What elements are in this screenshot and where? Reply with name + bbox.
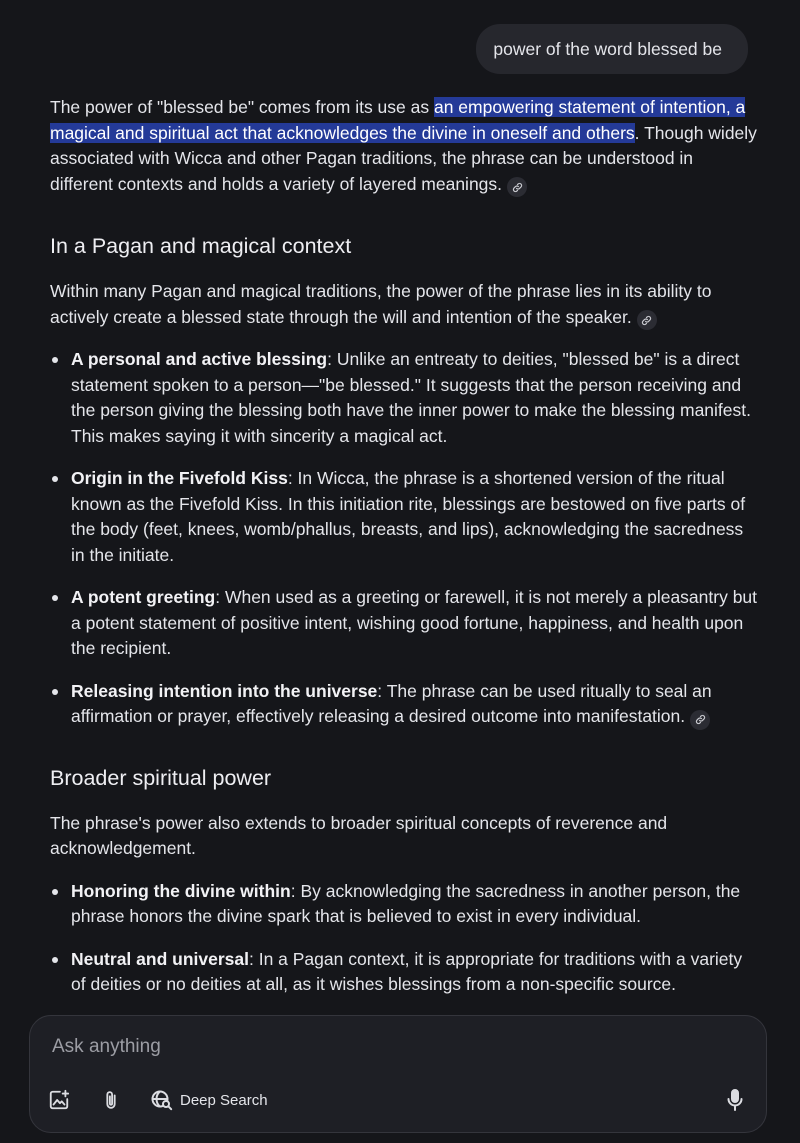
voice-input-button[interactable] bbox=[725, 1088, 745, 1112]
list-item bbox=[50, 679, 760, 730]
link-icon[interactable] bbox=[690, 710, 710, 730]
bullet-title: Honoring the divine within bbox=[71, 880, 291, 901]
bullet-title: Releasing intention into the universe bbox=[71, 680, 378, 701]
microphone-icon bbox=[725, 1088, 745, 1112]
image-add-icon bbox=[48, 1089, 70, 1111]
section2-heading: Broader spiritual power bbox=[50, 765, 272, 790]
bullet-title: Origin in the Fivefold Kiss bbox=[71, 468, 288, 488]
deep-search-button[interactable] bbox=[150, 1088, 268, 1112]
paperclip-icon bbox=[100, 1088, 122, 1112]
bullet-text: : In Wicca, the phrase is a shortened version of the ritual known as the Fivefold Kiss. In this initiation rite, blessings are bestowed on five parts of the body (feet, knees, womb/phallus, breasts, and lips), acknowledging the sacredness in the initiate. bbox=[71, 468, 746, 565]
bullet-title: A potent greeting bbox=[71, 587, 216, 607]
user-message-bubble bbox=[476, 24, 748, 74]
section1-list bbox=[50, 347, 760, 730]
composer bbox=[29, 1015, 767, 1133]
bullet-text: : Unlike an entreaty to deities, "blessed be" is a direct statement spoken to a person—"be blessed." It suggests that the person receiving and the person giving the blessing both have the inner power to make the blessing manifest. This makes saying it with sincerity a magical act. bbox=[71, 349, 751, 446]
intro-text-before: The power of "blessed be" comes from its use as bbox=[50, 97, 434, 117]
section1-heading: In a Pagan and magical context bbox=[50, 234, 352, 258]
list-item bbox=[50, 947, 760, 998]
bullet-text: : The phrase can be used ritually to seal an affirmation or prayer, effectively releasing a desired outcome into manifestation. bbox=[71, 680, 712, 726]
user-message-text: power of the word blessed be bbox=[493, 38, 722, 59]
section1-text-content: Within many Pagan and magical traditions, the power of the phrase lies in its ability to actively create a blessed state through the will and intention of the speaker. bbox=[50, 281, 712, 327]
ask-input[interactable] bbox=[50, 1035, 714, 1059]
bullet-title: Neutral and universal bbox=[71, 948, 249, 969]
intro-highlight: an empowering statement of intention, a magical and spiritual act that acknowledges the divine in oneself and others bbox=[50, 97, 746, 143]
assistant-answer bbox=[50, 95, 760, 998]
link-icon[interactable] bbox=[507, 177, 527, 197]
add-image-button[interactable] bbox=[48, 1089, 70, 1111]
section2-list bbox=[50, 879, 760, 998]
answer-intro bbox=[50, 95, 760, 197]
list-item bbox=[50, 879, 760, 930]
deep-search-icon bbox=[150, 1088, 174, 1112]
bullet-text: : In a Pagan context, it is appropriate for traditions with a variety of deities or no deities at all, as it wishes blessings from a non-specific source. bbox=[71, 948, 743, 994]
deep-search-label: Deep Search bbox=[180, 1091, 268, 1109]
list-item bbox=[50, 347, 760, 449]
link-icon[interactable] bbox=[637, 310, 657, 330]
section1-text bbox=[50, 279, 760, 330]
attach-button[interactable] bbox=[100, 1088, 122, 1112]
bullet-title: A personal and active blessing bbox=[71, 349, 328, 369]
list-item bbox=[50, 466, 760, 568]
bullet-text: : By acknowledging the sacredness in another person, the phrase honors the divine spark that is believed to exist in every individual. bbox=[71, 880, 741, 926]
bullet-text: : When used as a greeting or farewell, it is not merely a pleasantry but a potent statement of positive intent, wishing good fortune, happiness, and health upon the recipient. bbox=[71, 587, 758, 658]
intro-text-after: . Though widely associated with Wicca and other Pagan traditions, the phrase can be understood in different contexts and holds a variety of layered meanings. bbox=[50, 122, 757, 194]
section2-text: The phrase's power also extends to broader spiritual concepts of reverence and acknowledgement. bbox=[50, 812, 668, 858]
list-item bbox=[50, 585, 760, 662]
